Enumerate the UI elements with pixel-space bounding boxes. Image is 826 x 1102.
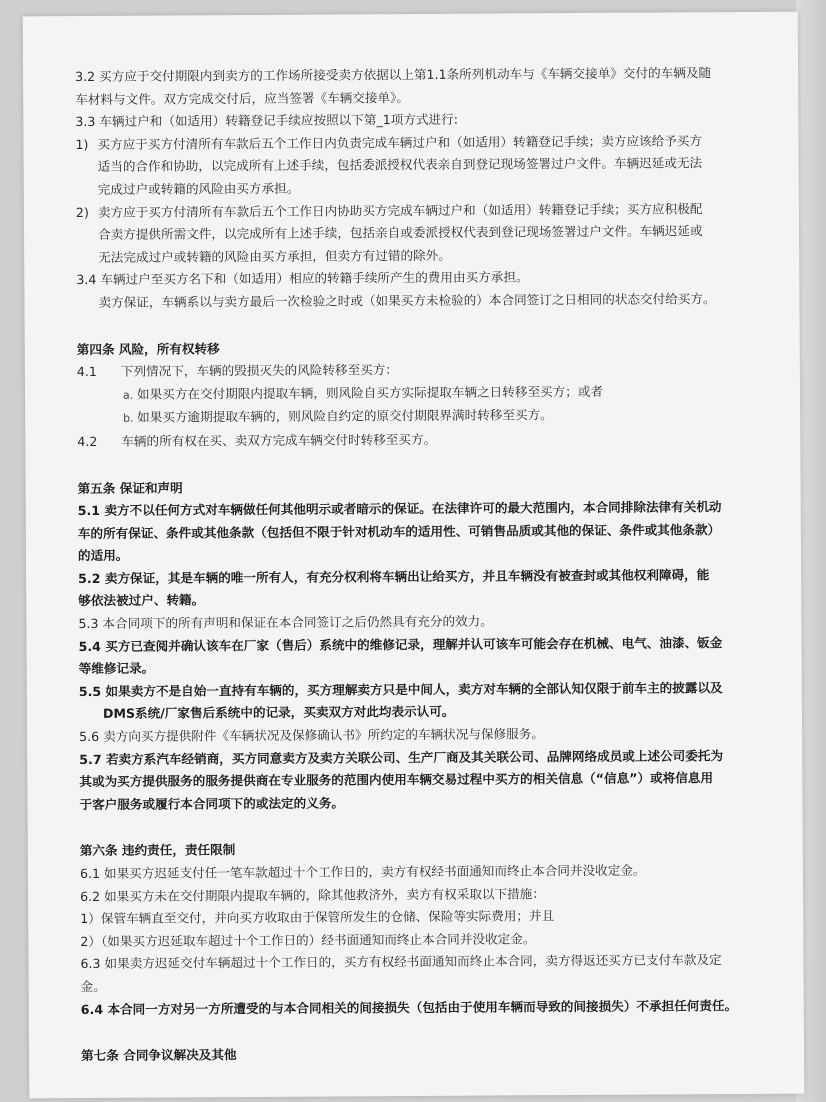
clause-text: 车辆的所有权在买、卖双方完成车辆交付时转移至买方。 [121, 431, 437, 449]
clause-5-2-line-2: 够依法被过户、转籍。 [78, 592, 205, 609]
clause-5-7-line-2: 其或为买方提供服务的服务提供商在专业服务的范围内使用车辆交易过程中买方的相关信息（“信息”）或将信息用 [79, 770, 714, 790]
clause-number: 4.1 [76, 364, 97, 380]
clause-5-1-line-1: 5.1 卖方不以任何方式对车辆做任何其他明示或者暗示的保证。在法律许可的最大范围内，本合同排除法律有关机动 [77, 499, 722, 519]
clause-6-1: 6.1 如果买方迟延支付任一笔车款超过十个工作日的，卖方有权经书面通知而终止本合同并没收定金。 [79, 862, 646, 882]
item-text: 买方应于买方付清所有车款后五个工作日内负责完成车辆过户和（如适用）转籍登记手续；卖方应该给予买方 [97, 133, 703, 152]
list-marker: b. [123, 412, 134, 426]
clause-3-4: 3.4 车辆过户至买方名下和（如适用）相应的转籍手续所产生的费用由买方承担。 [76, 269, 529, 288]
item-number: 2) [75, 204, 89, 220]
clause-5-4-line-1: 5.4 买方已查阅并确认该车在厂家（售后）系统中的维修记录，理解并认可该车可能会存在机械、电气、油漆、钣金 [78, 634, 723, 654]
clause-5-5-line-2: DMS系统/厂家售后系统中的记录，买卖双方对此均表示认可。 [102, 704, 455, 722]
clause-5-7-line-1: 5.7 若卖方系汽车经销商，买方同意卖方及卖方关联公司、生产厂商及其关联公司、品牌网络成员或上述公司委托为 [79, 747, 724, 767]
clause-6-2: 6.2 如果买方未在交付期限内提取车辆的，除其他救济外，卖方有权采取以下措施： [80, 885, 545, 904]
clause-3-4-line-2: 卖方保证，车辆系以与卖方最后一次检验之时或（如果买方未检验的）本合同签订之日相同的状态交付给买方。 [98, 291, 716, 310]
clause-5-2-line-1: 5.2 卖方保证，其是车辆的唯一所有人，有充分权利将车辆出让给买方，并且车辆没有被查封或其他权利障碍，能 [78, 567, 710, 586]
clause-6-3-line-2: 金。 [80, 978, 106, 995]
clause-text: 下列情况下，车辆的毁损灭失的风险转移至买方： [120, 362, 398, 379]
item-number: 1) [75, 136, 89, 152]
list-text: 如果买方在交付期限内提取车辆，则风险自买方实际提取车辆之日转移至买方；或者 [136, 383, 604, 402]
section-7-title: 第七条 合同争议解决及其他 [81, 1047, 237, 1064]
item-text: 卖方应于买方付清所有车款后五个工作日内协助买方完成车辆过户和（如适用）转籍登记手续；买方应积极配 [97, 200, 703, 220]
clause-5-6: 5.6 卖方向买方提供附件《车辆状况及保修确认书》所约定的车辆状况与保修服务。 [79, 726, 544, 745]
list-marker: a. [122, 388, 134, 402]
clause-5-3: 5.3 本合同项下的所有声明和保证在本合同签订之后仍然具有充分的效力。 [78, 613, 493, 632]
clause-3-3: 3.3 车辆过户和（如适用）转籍登记手续应按照以下第_1项方式进行: [75, 111, 459, 130]
section-5-title: 第五条 保证和声明 [77, 479, 183, 496]
section-6-title: 第六条 违约责任，责任限制 [79, 842, 236, 859]
clause-3-3-item-1-line-2: 适当的合作和协助，以完成所有上述手续，包括委派授权代表亲自到登记现场签署过户文件。车辆迟延或无法 [97, 155, 703, 175]
clause-3-3-item-1-line-3: 完成过户或转籍的风险由买方承担。 [97, 180, 300, 197]
clause-6-3-line-1: 6.3 如果卖方迟延交付车辆超过十个工作日的，买方有权经书面通知而终止本合同，卖方得返还买方已支付车款及定 [80, 952, 722, 972]
clause-5-7-line-3: 于客户服务或履行本合同项下的或法定的义务。 [79, 795, 345, 812]
clause-6-2-measure-1: 1）保管车辆直至交付，并向买方收取由于保管所发生的仓储、保险等实际费用；并且 [80, 908, 555, 927]
clause-5-1-line-2: 车的所有保证、条件或其他条款（包括但不限于针对机动车的适用性、可销售品质或其他的保证、条件或其他条款） [77, 521, 721, 541]
clause-5-4-line-2: 等维修记录。 [78, 660, 155, 677]
document-page [23, 12, 805, 1099]
clause-3-2-line-2: 车材料与文件。双方完成交付后，应当签署《车辆交接单》。 [75, 89, 409, 107]
clause-3-3-item-2-line-2: 合卖方提供所需文件，以完成所有上述手续，包括亲自或委派授权代表到登记现场签署过户文件。车辆迟延或 [97, 223, 703, 243]
clause-number: 4.2 [77, 433, 98, 449]
list-text: 如果买方逾期提取车辆的，则风险自约定的原交付期限界满时转移至买方。 [137, 407, 553, 425]
section-4-title: 第四条 风险，所有权转移 [76, 340, 220, 357]
clause-5-5-line-1: 5.5 如果卖方不是自始一直持有车辆的，买方理解卖方只是中间人，卖方对车辆的全部认知仅限于前车主的披露以及 [78, 679, 723, 699]
clause-3-3-item-2-line-3: 无法完成过户或转籍的风险由买方承担，但卖方有过错的除外。 [98, 247, 451, 265]
clause-6-4: 6.4 本合同一方对另一方所遭受的与本合同相关的间接损失（包括由于使用车辆而导致的间接损失）不承担任何责任。 [80, 997, 738, 1017]
clause-5-1-line-3: 的适用。 [77, 548, 129, 564]
clause-3-2-line-1: 3.2 买方应于交付期限内到卖方的工作场所接受卖方依据以上第1.1条所列机动车与《车辆交接单》交付的车辆及随 [75, 65, 712, 85]
clause-6-2-measure-2: 2）（如果买方迟延取车超过十个工作日的）经书面通知而终止本合同并没收定金。 [80, 931, 536, 949]
document-body [75, 62, 786, 1068]
